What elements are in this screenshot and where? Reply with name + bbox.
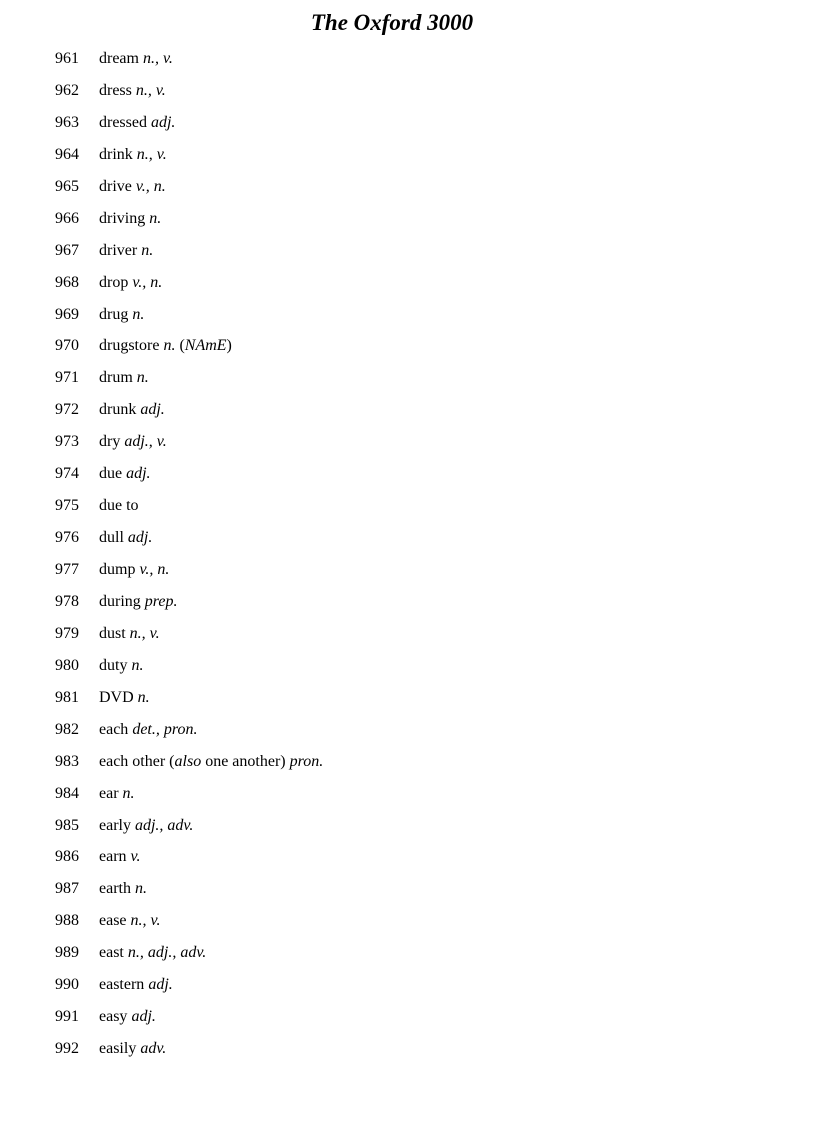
entry-number: 970 (55, 337, 79, 355)
part-of-speech-label: v. (130, 848, 141, 866)
part-of-speech-label: adv. (140, 1040, 167, 1058)
entry-number: 980 (55, 656, 79, 674)
entry-number: 974 (55, 465, 79, 483)
part-of-speech-label: v., n. (132, 273, 163, 291)
word-entry (0, 203, 816, 235)
entry-text (99, 810, 193, 842)
headword-text: driving (99, 209, 150, 227)
headword-text: each other ( (99, 752, 175, 770)
word-list (0, 43, 816, 1065)
entry-number: 986 (55, 848, 79, 866)
word-entry (0, 841, 816, 873)
entry-text (99, 905, 160, 937)
entry-text (99, 362, 149, 394)
part-of-speech-label: n. (131, 656, 144, 674)
entry-text (99, 873, 147, 905)
part-of-speech-label: n., v. (142, 50, 173, 67)
word-entry (0, 490, 816, 522)
headword-text: east (99, 944, 128, 962)
entry-text (99, 203, 161, 235)
part-of-speech-label: n. (149, 209, 162, 227)
word-entry (0, 714, 816, 746)
entry-number: 971 (55, 369, 79, 387)
headword-text: ( (175, 337, 185, 355)
entry-number: 964 (55, 145, 79, 163)
headword-text: drug (99, 305, 133, 323)
part-of-speech-label: also (174, 752, 202, 770)
entry-number: 982 (55, 720, 79, 738)
word-entry (0, 362, 816, 394)
headword-text: ease (99, 912, 131, 930)
part-of-speech-label: adj., adv. (134, 816, 194, 834)
word-entry (0, 1033, 816, 1065)
word-entry (0, 43, 816, 75)
part-of-speech-label: n. (141, 241, 154, 259)
word-entry (0, 458, 816, 490)
word-entry (0, 426, 816, 458)
part-of-speech-label: n., adj., adv. (127, 944, 207, 962)
entry-text (99, 394, 165, 426)
headword-text: due (99, 465, 127, 483)
part-of-speech-label: pron. (289, 752, 324, 770)
entry-text (99, 1033, 166, 1065)
headword-text: DVD (99, 688, 138, 706)
entry-text (99, 969, 173, 1001)
entry-text (99, 75, 166, 107)
word-entry (0, 969, 816, 1001)
entry-text (99, 746, 323, 778)
entry-text (99, 650, 143, 682)
headword-text: easily (99, 1040, 141, 1058)
entry-number: 962 (55, 81, 79, 99)
entry-number: 966 (55, 209, 79, 227)
word-entry (0, 1001, 816, 1033)
part-of-speech-label: adj. (140, 401, 165, 419)
headword-text: driver (99, 241, 142, 259)
entry-number: 965 (55, 177, 79, 195)
headword-text: ) (226, 337, 232, 355)
headword-text: dust (99, 624, 130, 642)
entry-number: 961 (55, 50, 79, 67)
word-entry (0, 235, 816, 267)
headword-text: early (99, 816, 135, 834)
headword-text: each (99, 720, 133, 738)
part-of-speech-label: adj. (127, 529, 153, 547)
part-of-speech-label: n. (134, 880, 147, 898)
entry-number: 977 (55, 561, 79, 578)
headword-text: ear (99, 784, 123, 802)
word-entry (0, 586, 816, 618)
entry-number: 990 (55, 976, 79, 994)
part-of-speech-label: adj., v. (124, 433, 167, 451)
part-of-speech-label: NAmE (184, 337, 227, 355)
part-of-speech-label: n., v. (130, 912, 161, 930)
entry-text (99, 171, 166, 203)
part-of-speech-label: n., v. (135, 81, 166, 99)
part-of-speech-label: det., pron. (132, 720, 198, 738)
word-entry (0, 522, 816, 554)
part-of-speech-label: v., n. (139, 561, 170, 578)
word-entry (0, 330, 816, 362)
entry-number: 976 (55, 529, 79, 547)
entry-number: 973 (55, 433, 79, 451)
word-entry (0, 778, 816, 810)
part-of-speech-label: adj. (126, 465, 151, 483)
headword-text: eastern (99, 976, 149, 994)
headword-text: drunk (99, 401, 141, 419)
entry-number: 981 (55, 688, 79, 706)
entry-number: 972 (55, 401, 79, 419)
part-of-speech-label: n., v. (129, 624, 160, 642)
entry-text (99, 458, 151, 490)
word-entry (0, 139, 816, 171)
entry-text (99, 937, 206, 969)
entry-text (99, 586, 178, 618)
headword-text: drop (99, 273, 133, 291)
word-entry (0, 873, 816, 905)
headword-text: duty (99, 656, 132, 674)
part-of-speech-label: n. (132, 305, 145, 323)
entry-number: 991 (55, 1008, 79, 1026)
entry-text (99, 426, 167, 458)
entry-number: 992 (55, 1040, 79, 1058)
headword-text: dress (99, 81, 136, 99)
word-entry (0, 905, 816, 937)
entry-number: 988 (55, 912, 79, 930)
word-entry (0, 810, 816, 842)
part-of-speech-label: n. (137, 688, 150, 706)
headword-text: dry (99, 433, 125, 451)
part-of-speech-label: n. (122, 784, 135, 802)
entry-text (99, 682, 150, 714)
entry-text (99, 235, 153, 267)
headword-text: dream (99, 50, 143, 67)
headword-text: during (99, 592, 145, 610)
entry-text (99, 43, 173, 75)
headword-text: drugstore (99, 337, 164, 355)
entry-text (99, 554, 169, 586)
word-entry (0, 267, 816, 299)
headword-text: dull (99, 529, 128, 547)
entry-number: 963 (55, 113, 79, 131)
entry-number: 968 (55, 273, 79, 291)
word-entry (0, 650, 816, 682)
word-entry (0, 394, 816, 426)
page-title: The Oxford 3000 (310, 10, 474, 35)
headword-text: one another) (201, 752, 290, 770)
word-entry (0, 75, 816, 107)
entry-number: 989 (55, 944, 79, 962)
entry-number: 985 (55, 816, 79, 834)
part-of-speech-label: n., v. (136, 145, 167, 163)
entry-number: 984 (55, 784, 79, 802)
word-entry (0, 682, 816, 714)
headword-text: dressed (99, 113, 151, 131)
entry-number: 979 (55, 624, 79, 642)
part-of-speech-label: adj. (131, 1008, 156, 1026)
entry-text (99, 522, 152, 554)
word-entry (0, 554, 816, 586)
entry-text (99, 1001, 156, 1033)
word-entry (0, 299, 816, 331)
headword-text: dump (99, 561, 140, 578)
word-entry (0, 618, 816, 650)
entry-text (99, 330, 232, 362)
entry-number: 975 (55, 497, 79, 515)
word-entry (0, 746, 816, 778)
headword-text: drum (99, 369, 137, 387)
headword-text: drink (99, 145, 137, 163)
entry-text (99, 490, 139, 522)
word-entry (0, 937, 816, 969)
entry-text (99, 618, 160, 650)
word-entry (0, 171, 816, 203)
entry-number: 969 (55, 305, 79, 323)
part-of-speech-label: adj. (150, 113, 176, 131)
word-entry (0, 107, 816, 139)
entry-number: 987 (55, 880, 79, 898)
entry-text (99, 267, 162, 299)
headword-text: drive (99, 177, 136, 195)
headword-text: due to (99, 497, 139, 515)
entry-text (99, 139, 167, 171)
part-of-speech-label: prep. (144, 592, 178, 610)
entry-text (99, 107, 175, 139)
entry-number: 978 (55, 592, 79, 610)
entry-number: 983 (55, 752, 79, 770)
headword-text: easy (99, 1008, 132, 1026)
part-of-speech-label: n. (163, 337, 176, 355)
headword-text: earth (99, 880, 135, 898)
entry-number: 967 (55, 241, 79, 259)
entry-text (99, 299, 144, 331)
entry-text (99, 778, 135, 810)
part-of-speech-label: n. (136, 369, 149, 387)
entry-text (99, 841, 140, 873)
entry-text (99, 714, 198, 746)
part-of-speech-label: v., n. (135, 177, 166, 195)
part-of-speech-label: adj. (148, 976, 173, 994)
headword-text: earn (99, 848, 131, 866)
